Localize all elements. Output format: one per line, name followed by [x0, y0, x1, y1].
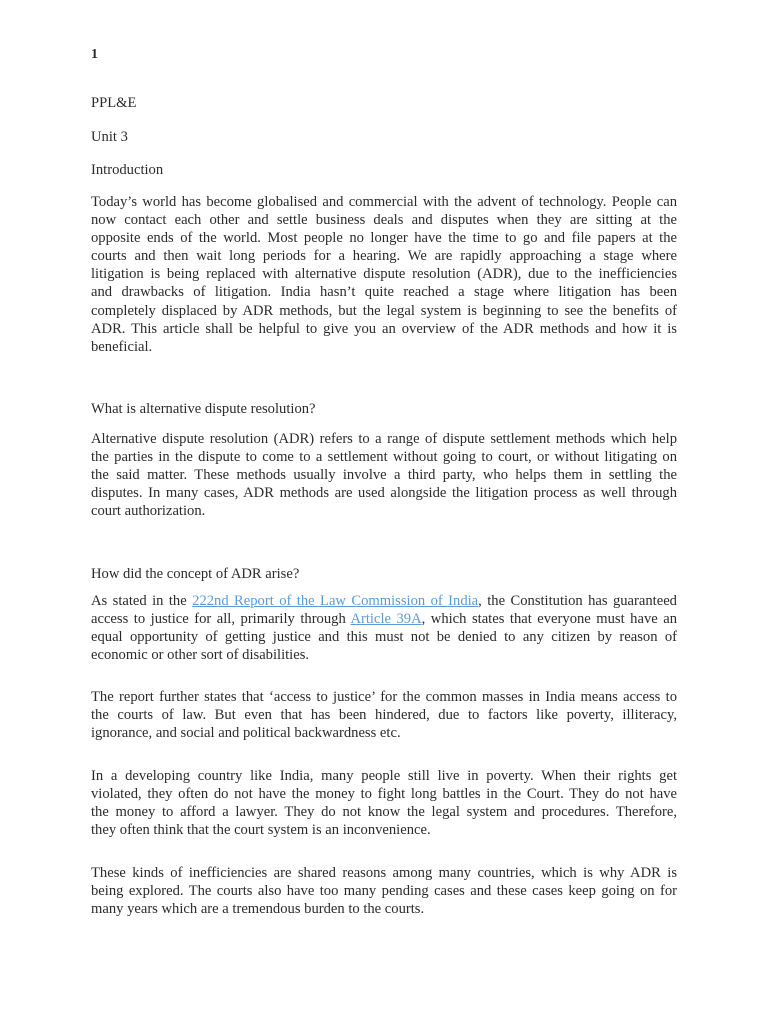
concept-heading: How did the concept of ADR arise? [91, 566, 300, 582]
text-line: courts and then wait long periods for a hearing. We are rapidly approaching a stage where [91, 248, 677, 265]
text-line: the courts of law. But even that has been hindered, due to factors like poverty, illiteracy, [91, 707, 677, 724]
unit-title: Unit 3 [91, 129, 128, 145]
text-line: equal opportunity of getting justice and this must not be denied to any citizen by reason of [91, 629, 677, 646]
text-line: In a developing country like India, many people still live in poverty. When their rights get [91, 768, 677, 784]
text-line: and drawbacks of litigation. India hasn’t quite reached a stage where litigation has been [91, 284, 677, 301]
text-line: now contact each other and settle business deals and disputes when they are sitting at the [91, 212, 677, 229]
text-line: ADR. This article shall be helpful to give you an overview of the ADR methods and how it is [91, 320, 677, 337]
text-segment: As stated in the [91, 593, 193, 609]
text-line: litigation is being replaced with alternative dispute resolution (ADR), due to the inefficiencies [91, 266, 677, 283]
text-line: economic or other sort of disabilities. [91, 647, 310, 664]
concept-paragraph-1 [91, 592, 677, 664]
text-line: completely displaced by ADR methods, but the legal system is beginning to see the benefits of [91, 302, 677, 319]
law-commission-report-link[interactable]: 222nd Report of the Law Commission of India [192, 593, 479, 609]
text-segment: , the Constitution has guaranteed [478, 593, 677, 609]
text-line: ignorance, and social and political backwardness etc. [91, 725, 401, 742]
text-line: many years which are a tremendous burden to the courts. [91, 901, 425, 918]
text-line: they often think that the court system is an inconvenience. [91, 822, 431, 839]
adr-paragraph [91, 430, 677, 520]
text-line [91, 610, 677, 628]
text-line: The report further states that ‘access to justice’ for the common masses in India means access to [91, 689, 677, 705]
text-line: the parties in the dispute to come to a settlement without going to court, or without litigating on [91, 449, 677, 466]
course-title: PPL&E [91, 95, 137, 111]
text-segment: access to justice for all, primarily through [91, 611, 351, 628]
text-line: beneficial. [91, 338, 153, 355]
page-number: 1 [91, 47, 98, 62]
concept-paragraph-3 [91, 767, 677, 839]
concept-paragraph-4 [91, 864, 677, 918]
text-line [91, 592, 677, 610]
text-segment: , which states that everyone must have an [421, 611, 678, 628]
text-line: Alternative dispute resolution (ADR) refers to a range of dispute settlement methods which help [91, 431, 677, 447]
text-line: being explored. The courts also have too many pending cases and these cases keep going on for [91, 883, 677, 900]
text-line: the money to afford a lawyer. They do not know the legal system and procedures. Therefore, [91, 804, 677, 821]
text-line: Today’s world has become globalised and commercial with the advent of technology. People can [91, 194, 677, 210]
text-line: violated, they often do not have the money to fight long battles in the Court. They do not have [91, 786, 677, 803]
intro-heading: Introduction [91, 162, 164, 178]
intro-paragraph [91, 193, 677, 356]
concept-paragraph-2 [91, 688, 677, 742]
text-line: the said matter. These methods usually involve a third party, who helps them in settling the [91, 467, 677, 484]
text-line: These kinds of inefficiencies are shared reasons among many countries, which is why ADR is [91, 865, 677, 881]
article-39a-link[interactable]: Article 39A [350, 611, 422, 628]
text-line: disputes. In many cases, ADR methods are used alongside the litigation process as well through [91, 485, 677, 502]
adr-heading: What is alternative dispute resolution? [91, 401, 316, 417]
text-line: opposite ends of the world. Most people no longer have the time to go and file papers at the [91, 230, 677, 247]
text-line: court authorization. [91, 503, 206, 520]
